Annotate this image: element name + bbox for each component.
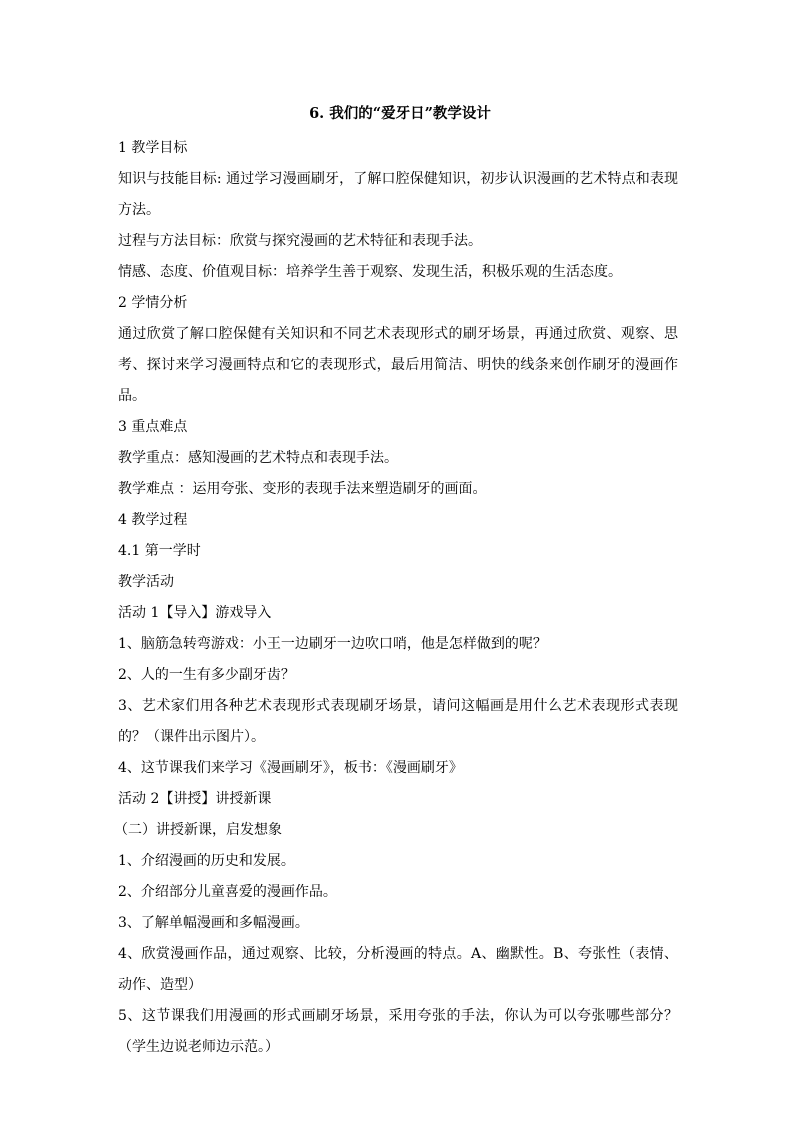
- activity-2-item: 1、介绍漫画的历史和发展。: [118, 853, 295, 869]
- activity-2-title: 活动 2【讲授】讲授新课: [118, 791, 272, 807]
- activity-1-title: 活动 1【导入】游戏导入: [118, 605, 272, 621]
- document-title: 6. 我们的“爱牙日”教学设计: [309, 105, 491, 122]
- section-heading-process: 4 教学过程: [118, 512, 188, 528]
- activity-2-item: 2、介绍部分儿童喜爱的漫画作品。: [118, 884, 337, 900]
- activity-1-item: 4、这节课我们来学习《漫画刷牙》，板书：《漫画刷牙》: [118, 760, 463, 776]
- activities-label: 教学活动: [118, 574, 174, 590]
- activity-1-item: 2、人的一生有多少副牙齿？: [118, 667, 295, 683]
- activity-2-item: 4、欣赏漫画作品，通过观察、比较，分析漫画的特点。A、幽默性。B、夸张性（表情、动作、造型）: [118, 946, 678, 993]
- objective-knowledge: 知识与技能目标: 通过学习漫画刷牙，了解口腔保健知识，初步认识漫画的艺术特点和表现方法。: [118, 171, 678, 218]
- activity-2-item: 3、了解单幅漫画和多幅漫画。: [118, 915, 309, 931]
- activity-1-item: 1、脑筋急转弯游戏：小王一边刷牙一边吹口哨，他是怎样做到的呢？: [118, 636, 547, 652]
- analysis-text: 通过欣赏了解口腔保健有关知识和不同艺术表现形式的刷牙场景，再通过欣赏、观察、思考、探讨来学习漫画特点和它的表现形式，最后用简洁、明快的线条来创作刷牙的漫画作品。: [118, 326, 678, 404]
- objective-values: 情感、态度、价值观目标：培养学生善于观察、发现生活，积极乐观的生活态度。: [118, 264, 622, 280]
- section-heading-analysis: 2 学情分析: [118, 295, 188, 311]
- difficult-point: 教学难点 ：运用夸张、变形的表现手法来塑造刷牙的画面。: [118, 481, 487, 497]
- lesson-one-heading: 4.1 第一学时: [118, 543, 201, 559]
- objective-process: 过程与方法目标：欣赏与探究漫画的艺术特征和表现手法。: [118, 233, 482, 249]
- activity-2-item: 5、这节课我们用漫画的形式画刷牙场景，采用夸张的手法，你认为可以夸张哪些部分？（学生边说老师边示范。）: [118, 1008, 678, 1055]
- activity-2-subtitle: （二）讲授新课，启发想象: [114, 822, 282, 838]
- activity-1-item: 3、艺术家们用各种艺术表现形式表现刷牙场景，请问这幅画是用什么艺术表现形式表现的？（课件出示图片）。: [118, 698, 678, 745]
- section-heading-objectives: 1 教学目标: [118, 140, 188, 156]
- section-heading-keypoints: 3 重点难点: [118, 419, 188, 435]
- key-point: 教学重点：感知漫画的艺术特点和表现手法。: [118, 450, 398, 466]
